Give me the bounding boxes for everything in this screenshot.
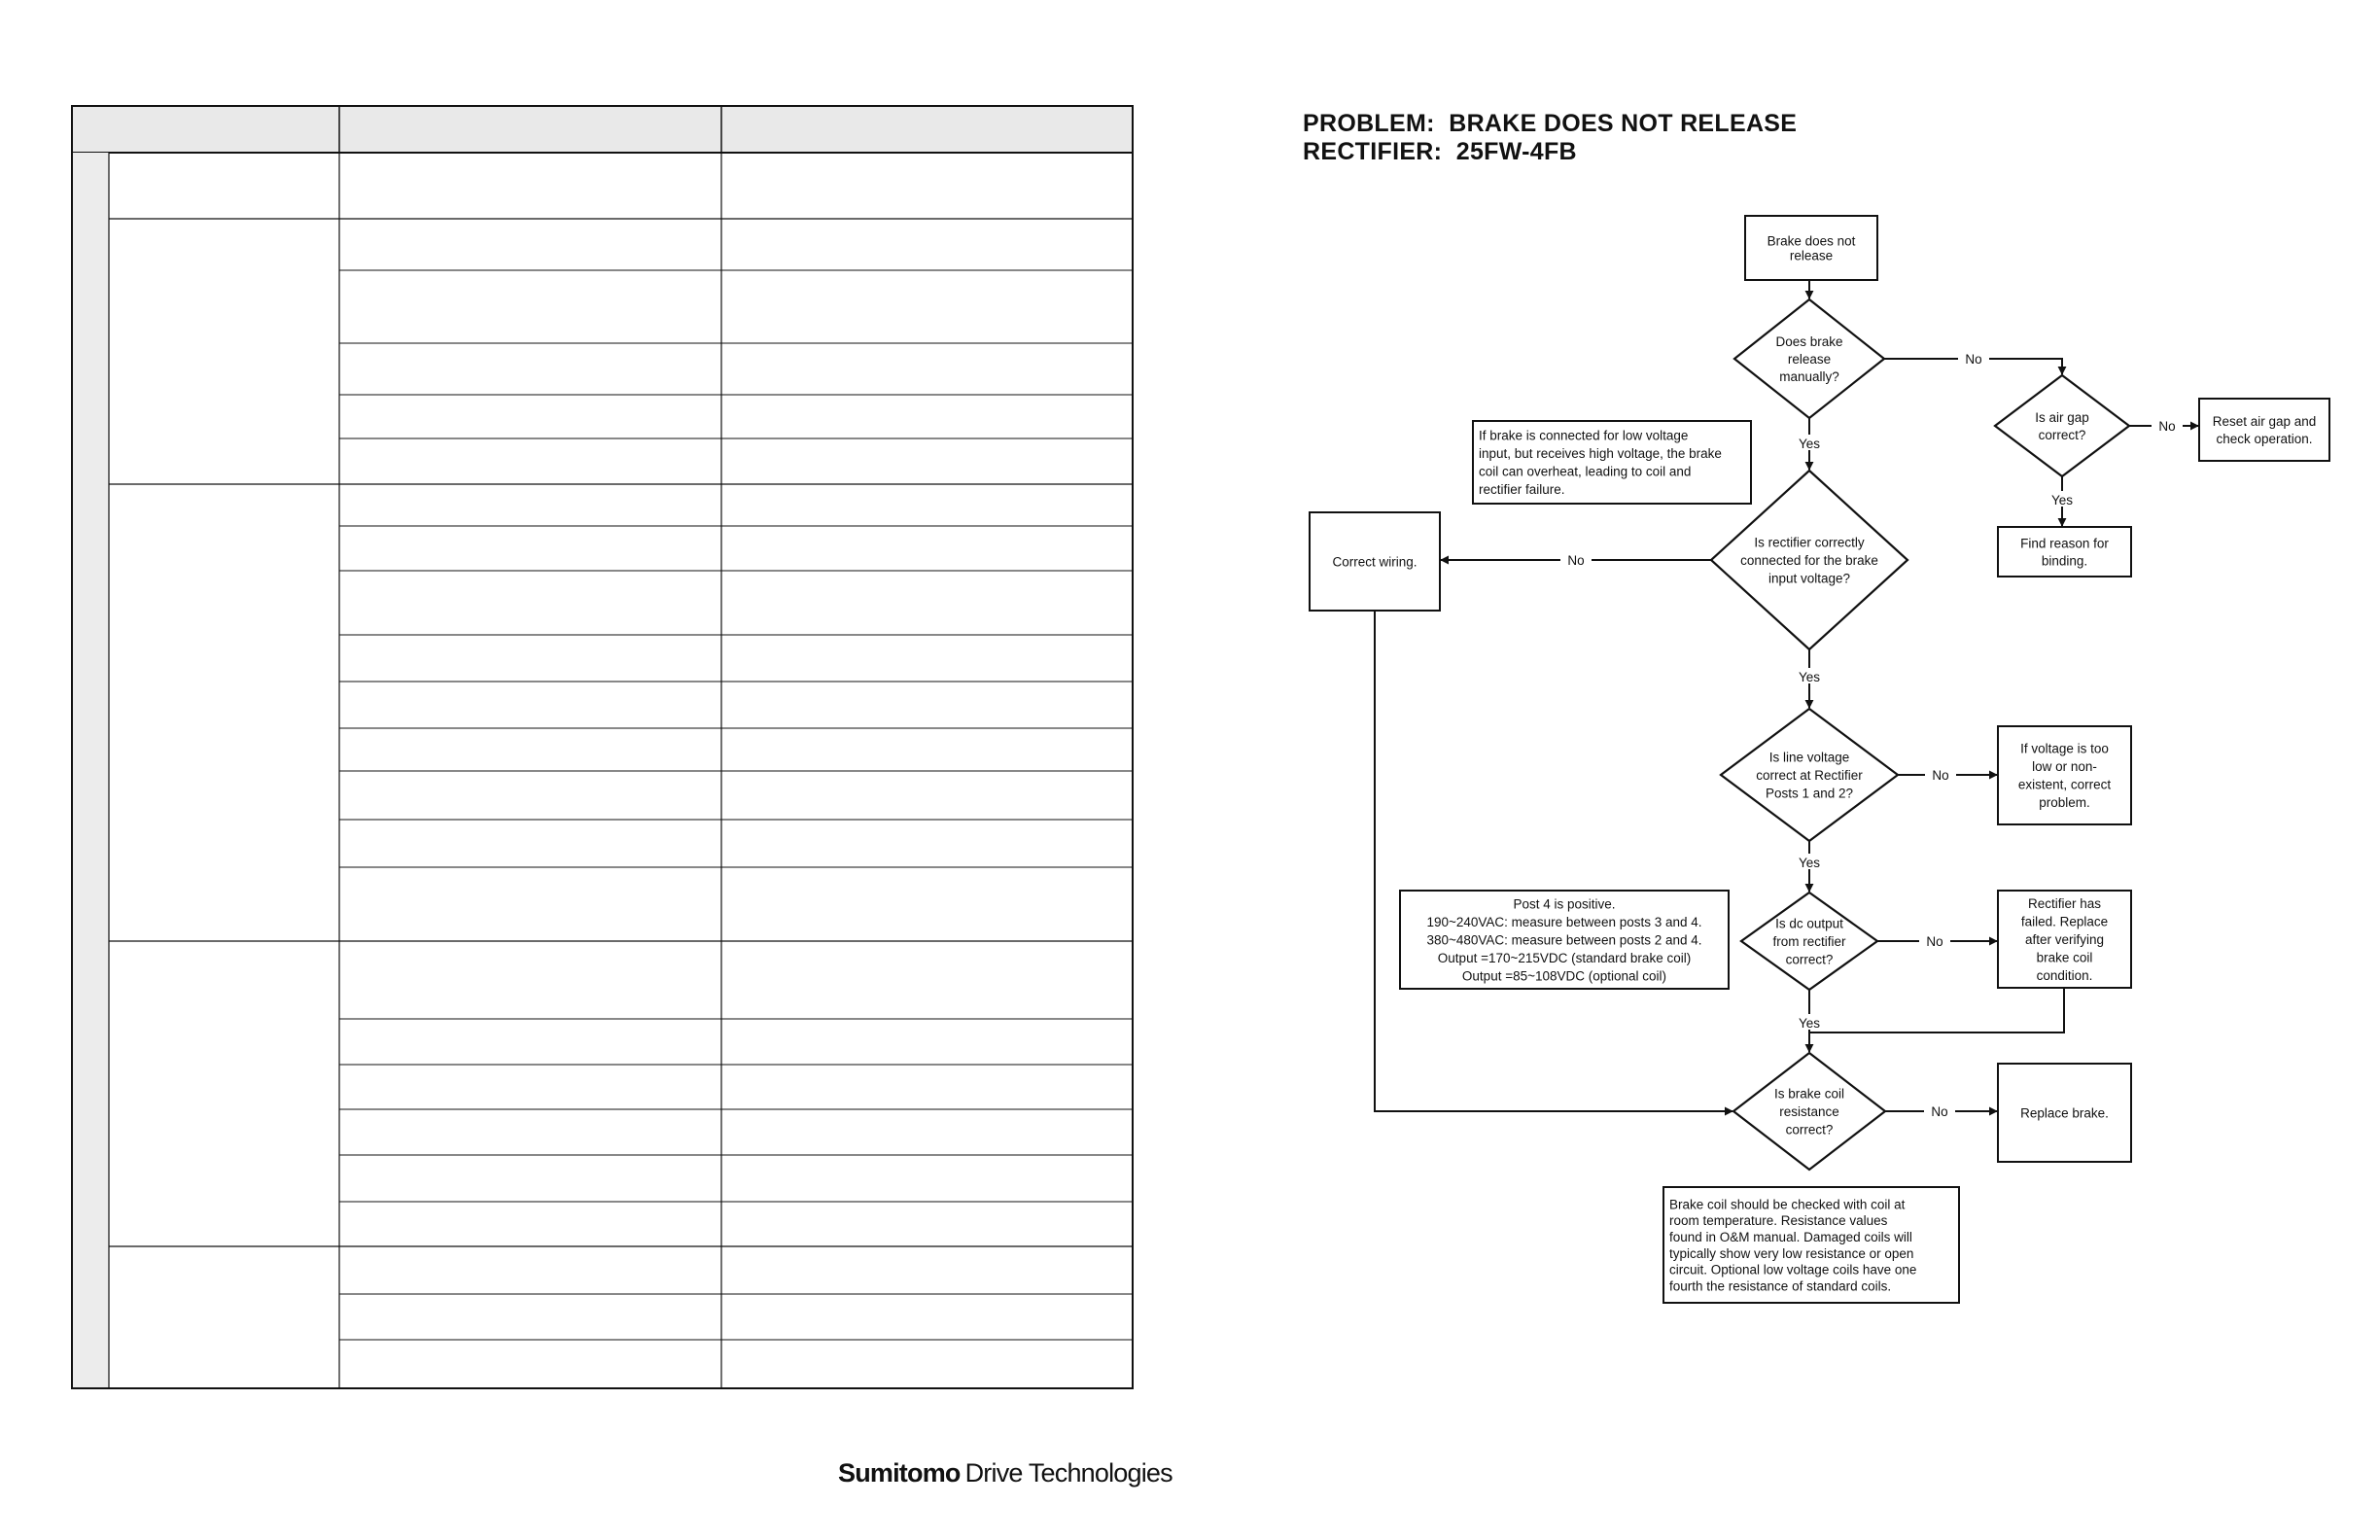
flow-node-text: Posts 1 and 2? bbox=[1765, 786, 1854, 801]
flow-node-text: Is line voltage bbox=[1768, 750, 1850, 765]
flow-node-note-lowv bbox=[1473, 421, 1751, 504]
flow-node-text: from rectifier bbox=[1772, 933, 1846, 949]
flow-node-text: circuit. Optional low voltage coils have one bbox=[1669, 1262, 1917, 1278]
flow-node-text: problem. bbox=[2039, 795, 2090, 811]
flowchart-nodes bbox=[1310, 216, 2329, 1303]
flow-node-text: Post 4 is positive. bbox=[1513, 896, 1616, 912]
flow-node-text: binding. bbox=[2041, 553, 2088, 569]
logo-brand-bold: Sumitomo bbox=[838, 1458, 961, 1488]
flow-node-text: 190~240VAC: measure between posts 3 and 4. bbox=[1426, 914, 1702, 929]
flow-node-failed bbox=[1998, 891, 2131, 988]
flow-node-text: Is rectifier correctly bbox=[1754, 535, 1865, 550]
flow-node-text: condition. bbox=[2036, 967, 2093, 983]
flow-node-text: If brake is connected for low voltage bbox=[1479, 428, 1689, 443]
process-box bbox=[1998, 527, 2131, 577]
rectifier-title: RECTIFIER: 25FW-4FB bbox=[1303, 138, 1577, 165]
edge-label-airgap-no: No bbox=[2158, 419, 2176, 434]
flow-node-d-line bbox=[1721, 709, 1898, 841]
edge-label-rect-yes: Yes bbox=[1798, 670, 1821, 684]
flow-node-text: Brake coil should be checked with coil at bbox=[1669, 1197, 1906, 1212]
flow-node-wiring bbox=[1310, 512, 1440, 611]
flow-node-text: release bbox=[1789, 248, 1834, 263]
flow-connector bbox=[1375, 611, 1732, 1111]
flow-node-text: rectifier failure. bbox=[1479, 482, 1565, 498]
flow-node-d-coil bbox=[1733, 1053, 1885, 1170]
flow-node-text: release bbox=[1787, 351, 1832, 367]
flow-node-text: typically show very low resistance or open bbox=[1669, 1245, 1914, 1261]
flow-node-text: connected for the brake bbox=[1740, 552, 1878, 568]
flow-node-text: Output =85~108VDC (optional coil) bbox=[1461, 968, 1667, 984]
flow-node-binding bbox=[1998, 527, 2131, 577]
decision-diamond bbox=[1995, 375, 2129, 476]
flow-node-text: brake coil bbox=[2036, 950, 2093, 965]
flow-node-text: Is brake coil bbox=[1773, 1086, 1845, 1102]
flow-node-text: Reset air gap and bbox=[2212, 413, 2317, 429]
flow-node-replace bbox=[1998, 1064, 2131, 1162]
edge-label-manual-no: No bbox=[1965, 352, 1982, 367]
flow-node-text: Is air gap bbox=[2035, 409, 2089, 425]
flow-node-text: Output =170~215VDC (standard brake coil) bbox=[1437, 950, 1692, 965]
flow-node-text: room temperature. Resistance values bbox=[1669, 1213, 1888, 1229]
sumitomo-logo bbox=[838, 1458, 1172, 1488]
process-box bbox=[2199, 399, 2329, 461]
flow-node-text: Does brake bbox=[1775, 333, 1843, 349]
edge-label-manual-yes: Yes bbox=[1798, 437, 1821, 451]
flow-node-text: existent, correct bbox=[2017, 777, 2112, 792]
flow-node-text: 380~480VAC: measure between posts 2 and 4. bbox=[1426, 932, 1702, 948]
flow-node-text: low or non- bbox=[2032, 759, 2097, 775]
flow-node-text: resistance bbox=[1779, 1103, 1839, 1119]
edge-label-dc-yes: Yes bbox=[1798, 1016, 1821, 1031]
flow-node-text: correct at Rectifier bbox=[1756, 767, 1863, 783]
edge-label-airgap-yes: Yes bbox=[2050, 493, 2074, 508]
logo-brand-regular: Drive Technologies bbox=[964, 1458, 1172, 1488]
edge-label-line-yes: Yes bbox=[1798, 856, 1821, 870]
flow-node-d-dc bbox=[1741, 892, 1877, 990]
edge-label-rect-no: No bbox=[1567, 553, 1585, 568]
flow-node-d-airgap bbox=[1995, 375, 2129, 476]
flow-node-text: Find reason for bbox=[2020, 536, 2109, 551]
flow-node-text: fourth the resistance of standard coils. bbox=[1669, 1278, 1892, 1294]
flow-node-text: input voltage? bbox=[1768, 571, 1851, 586]
flow-node-d-manual bbox=[1734, 299, 1884, 418]
flow-node-text: Correct wiring. bbox=[1332, 554, 1418, 570]
flow-node-start bbox=[1745, 216, 1877, 280]
flow-connector bbox=[1809, 988, 2064, 1032]
flow-node-text: coil can overheat, leading to coil and bbox=[1479, 464, 1692, 479]
problem-title: PROBLEM: BRAKE DOES NOT RELEASE bbox=[1303, 110, 1798, 137]
flow-node-note-coil bbox=[1663, 1187, 1959, 1303]
flow-node-text: manually? bbox=[1779, 368, 1839, 384]
flow-node-text: failed. Replace bbox=[2020, 914, 2109, 929]
edge-label-dc-no: No bbox=[1926, 934, 1943, 949]
flow-node-text: Replace brake. bbox=[2020, 1105, 2109, 1121]
flow-node-text: correct? bbox=[1785, 1122, 1834, 1138]
flow-node-text: found in O&M manual. Damaged coils will bbox=[1669, 1229, 1912, 1244]
flow-node-reset bbox=[2199, 399, 2329, 461]
flow-node-text: Rectifier has bbox=[2027, 895, 2102, 911]
flow-node-text: check operation. bbox=[2216, 431, 2313, 446]
flow-node-text: correct? bbox=[1785, 952, 1834, 967]
edge-label-coil-no: No bbox=[1931, 1104, 1948, 1119]
flow-node-text: input, but receives high voltage, the brake bbox=[1479, 446, 1722, 462]
flow-node-text: Brake does not bbox=[1767, 233, 1856, 249]
flow-node-text: Is dc output bbox=[1775, 916, 1843, 931]
flow-node-text: after verifying bbox=[2024, 931, 2105, 947]
flow-node-text: correct? bbox=[2038, 427, 2086, 442]
flow-node-lowv bbox=[1998, 726, 2131, 824]
edge-label-line-no: No bbox=[1932, 768, 1949, 783]
flow-node-note-post bbox=[1400, 891, 1729, 989]
flow-node-text: If voltage is too bbox=[2020, 741, 2109, 756]
